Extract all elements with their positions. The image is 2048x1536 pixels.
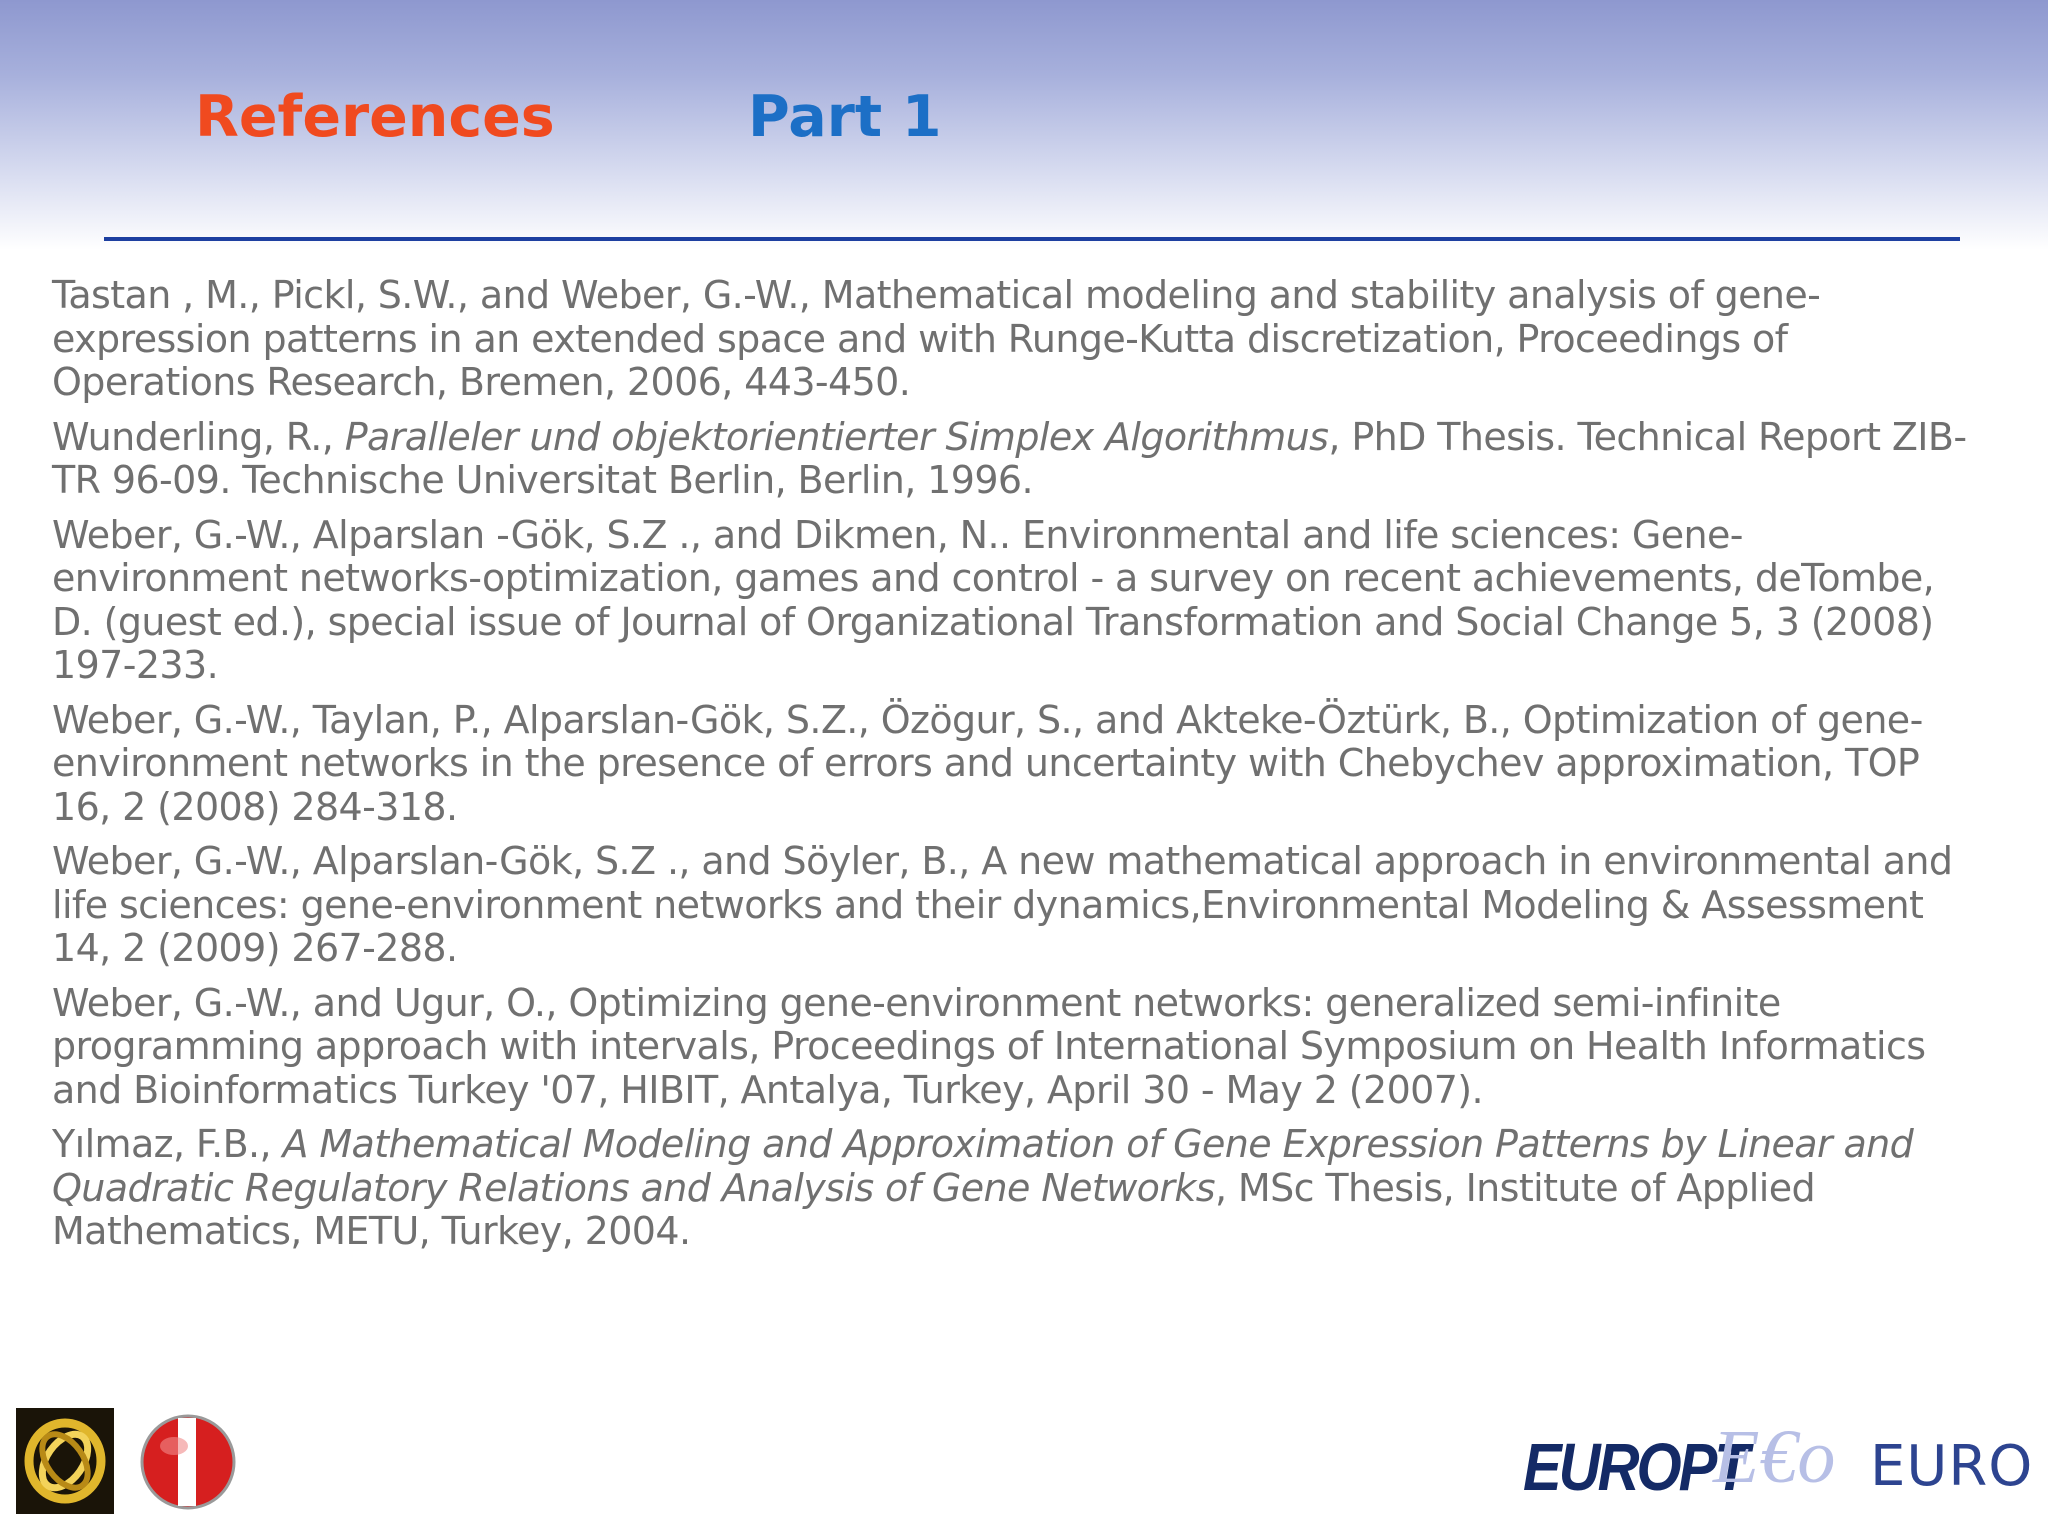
page-title: References [195, 84, 555, 150]
reference-item: Yılmaz, F.B., A Mathematical Modeling and Approximation of Gene Expression Patterns by Linear and Quadratic Regulatory Relations and Analysis of Gene Networks, MSc Thesis, Institute of Applied Mathematics, METU, Turkey, 2004. [52, 1122, 1914, 1253]
page-subtitle: Part 1 [748, 84, 942, 150]
europt-logo: EUROPT [1523, 1430, 1747, 1505]
reference-item: Weber, G.-W., and Ugur, O., Optimizing gene-environment networks: generalized semi-infinite programming approach with intervals, Proceedings of International Symposium on Health Informatics and Bioinformatics Turkey '07, HIBIT, Antalya, Turkey, April 30 - May 2 (2007). [52, 980, 1926, 1112]
reference-item: Wunderling, R., Paralleler und objektorientierter Simplex Algorithmus, PhD Thesis. Technical Report ZIB-TR 96-09. Technische Universitat Berlin, Berlin, 1996. [52, 414, 1967, 502]
knot-logo-icon [16, 1408, 114, 1514]
reference-item: Weber, G.-W., Taylan, P., Alparslan-Gök, S.Z., Özögur, S., and Akteke-Öztürk, B., Optimization of gene-environment networks in the presence of errors and uncertainty with Chebychev approximation, TOP 16, 2 (2008) 284-318. [52, 697, 1923, 829]
sponsor-logos [1515, 1415, 2034, 1514]
eeo-logo: E€o [1713, 1415, 1836, 1499]
euro-logo: EURO [1870, 1434, 2034, 1499]
title-divider [104, 237, 1960, 241]
reference-item: Weber, G.-W., Alparslan-Gök, S.Z ., and Söyler, B., A new mathematical approach in environmental and life sciences: gene-environment networks and their dynamics,Environmental Modeling & Assessment 14, 2 (2009) 267-288. [52, 839, 1953, 970]
reference-list [52, 274, 1972, 1265]
reference-item: Tastan , M., Pickl, S.W., and Weber, G.-W., Mathematical modeling and stability analysis of gene-expression patterns in an extended space and with Runge-Kutta discretization, Proceedings of Operations Research, Bremen, 2006, 443-450. [52, 273, 1821, 404]
institution-logos [16, 1408, 246, 1516]
metu-logo-icon [142, 1416, 234, 1508]
reference-item: Weber, G.-W., Alparslan -Gök, S.Z ., and Dikmen, N.. Environmental and life sciences: Gene-environment networks-optimization, games and control - a survey on recent achievements, deTombe, D. (guest ed.), special issue of Journal of Organizational Transformation and Social Change 5, 3 (2008) 197-233. [52, 512, 1935, 687]
